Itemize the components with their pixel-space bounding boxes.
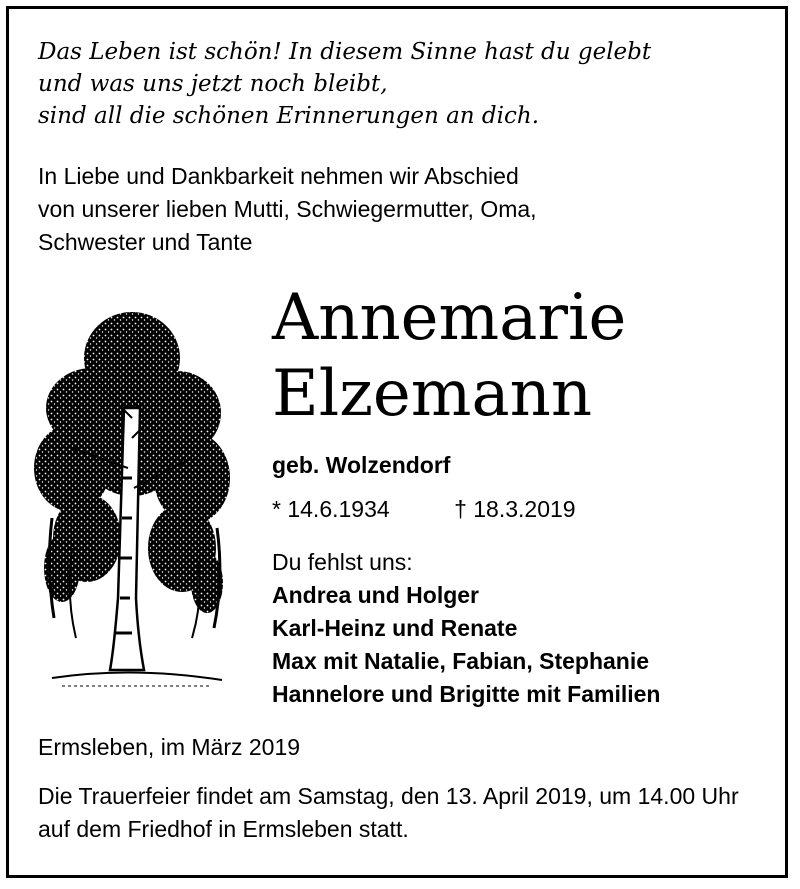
intro-line: von unserer lieben Mutti, Schwiegermutter, Oma, xyxy=(38,196,537,222)
intro-line: Schwester und Tante xyxy=(38,229,253,255)
mourners-list xyxy=(272,546,660,711)
last-name: Elzemann xyxy=(272,357,593,431)
mourner-entry: Karl-Heinz und Renate xyxy=(272,615,518,641)
mourner-entry: Hannelore und Brigitte mit Familien xyxy=(272,681,661,707)
mourner-entry: Andrea und Holger xyxy=(272,582,480,608)
first-name: Annemarie xyxy=(272,281,627,355)
mourner-entry: Max mit Natalie, Fabian, Stephanie xyxy=(272,648,650,674)
death-date: † 18.3.2019 xyxy=(454,496,576,522)
life-dates xyxy=(272,496,576,523)
maiden-name: geb. Wolzendorf xyxy=(272,452,451,478)
poem-verse xyxy=(38,36,651,132)
funeral-notice: Die Trauerfeier findet am Samstag, den 13. April 2019, um 14.00 Uhr auf dem Friedhof in Ermsleben statt. xyxy=(38,783,739,842)
mourners-intro: Du fehlst uns: xyxy=(272,549,413,575)
birch-tree-icon xyxy=(32,298,232,698)
poem-line: sind all die schönen Erinnerungen an dich. xyxy=(38,103,540,129)
place-and-date: Ermsleben, im März 2019 xyxy=(38,734,301,760)
intro-line: In Liebe und Dankbarkeit nehmen wir Abschied xyxy=(38,163,519,189)
birth-date: * 14.6.1934 xyxy=(272,496,390,522)
poem-line: und was uns jetzt noch bleibt, xyxy=(38,71,388,97)
farewell-intro xyxy=(38,160,537,259)
poem-line: Das Leben ist schön! In diesem Sinne hast du gelebt xyxy=(38,39,652,65)
deceased-name xyxy=(272,280,626,432)
